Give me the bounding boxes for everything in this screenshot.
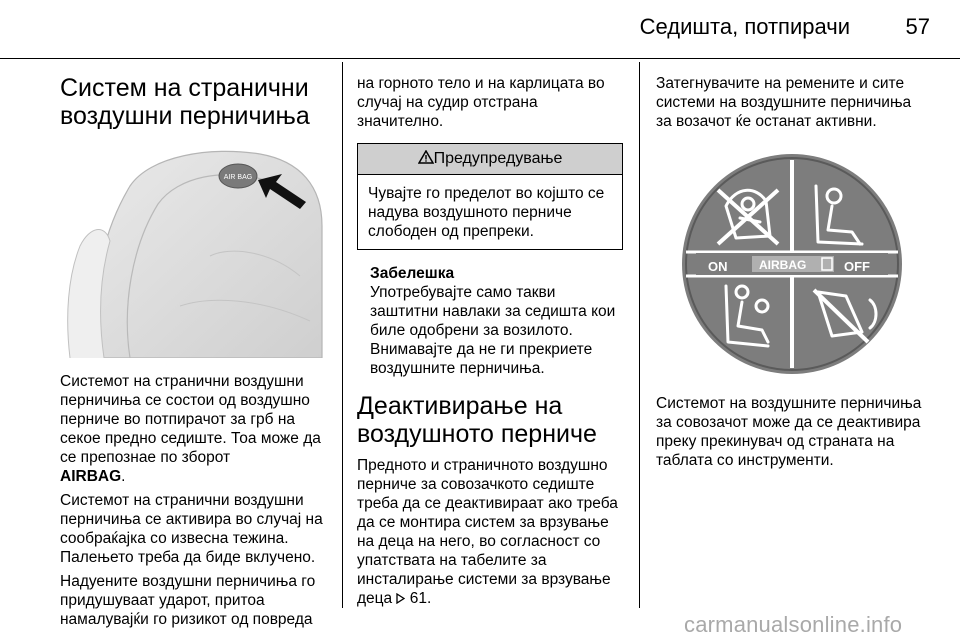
seat-airbag-illustration: [60, 146, 328, 358]
note-block: [370, 264, 623, 378]
page-reference: 61.: [409, 590, 432, 607]
page-header-title: Седишта, потпирачи: [639, 14, 850, 39]
section-heading-side-airbags: Систем на странични воздушни перничиња: [60, 74, 310, 130]
airbag-word: AIRBAG: [60, 468, 122, 485]
airbag-badge: [219, 164, 257, 188]
label-on: ON: [708, 259, 728, 274]
airbag-off-label-illustration: [656, 146, 928, 382]
column-2: [357, 74, 623, 613]
note-title: Забелешка: [370, 265, 455, 282]
page-reference-icon: [396, 593, 405, 604]
column-divider: [342, 62, 343, 608]
label-off: OFF: [844, 259, 870, 274]
paragraph: Затегнувачите на ремените и сите системи на воздушните перничиња за возачот ќе останат активни.: [656, 75, 912, 130]
column-1: [60, 74, 328, 634]
paragraph: Предното и страничното воздушно перниче за совозачкото седиште треба да се деактивираат ако треба да се монтира систем за врзување на деца на него, во согласност со упатствата на табелите за инсталирање системи за врзување деца 61.: [357, 457, 618, 607]
paragraph: Системот на странични воздушни перничиња се состои од воздушно перниче во потпирачот за грб на секое предно седиште. Тоа може да се препознае по зборот AIRBAG.: [60, 373, 321, 485]
warning-triangle-icon: [418, 150, 434, 164]
watermark: carmanualsonline.info: [684, 612, 903, 637]
paragraph: Надуените воздушни перничиња го придушуваат ударот, притоа намалувајќи го ризикот од повреда: [60, 573, 316, 628]
header-rule: [0, 58, 960, 59]
airbag-badge-label: AIR BAG: [223, 174, 253, 181]
warning-box: [357, 143, 623, 250]
paragraph: Системот на воздушните перничиња за совозачот може да се деактивира преку прекинувач од страната на таблата со инструменти.: [656, 395, 922, 469]
label-airbag: AIRBAG: [759, 258, 807, 272]
paragraph: на горното тело и на карлицата во случај на судир отстрана значително.: [357, 75, 605, 130]
warning-header: [358, 144, 622, 175]
warning-title: Предупредување: [433, 150, 563, 167]
note-text: Употребувајте само такви заштитни навлаки за седишта кои биле одобрени за возилото. Внимавајте да не ги прекриете воздушните перничиња.: [370, 284, 616, 377]
section-heading-deactivation: Деактивирање на воздушното перниче: [357, 392, 597, 448]
warning-text: Чувајте го пределот во којшто се надува воздушното перниче слободен од препреки.: [368, 185, 605, 240]
column-3: [656, 74, 928, 475]
paragraph: Системот на странични воздушни перничиња се активира во случај на сообраќајка со извесна тежина. Палењето треба да биде вклучено.: [60, 492, 323, 566]
column-divider: [639, 62, 640, 608]
page-number: 57: [905, 14, 930, 39]
